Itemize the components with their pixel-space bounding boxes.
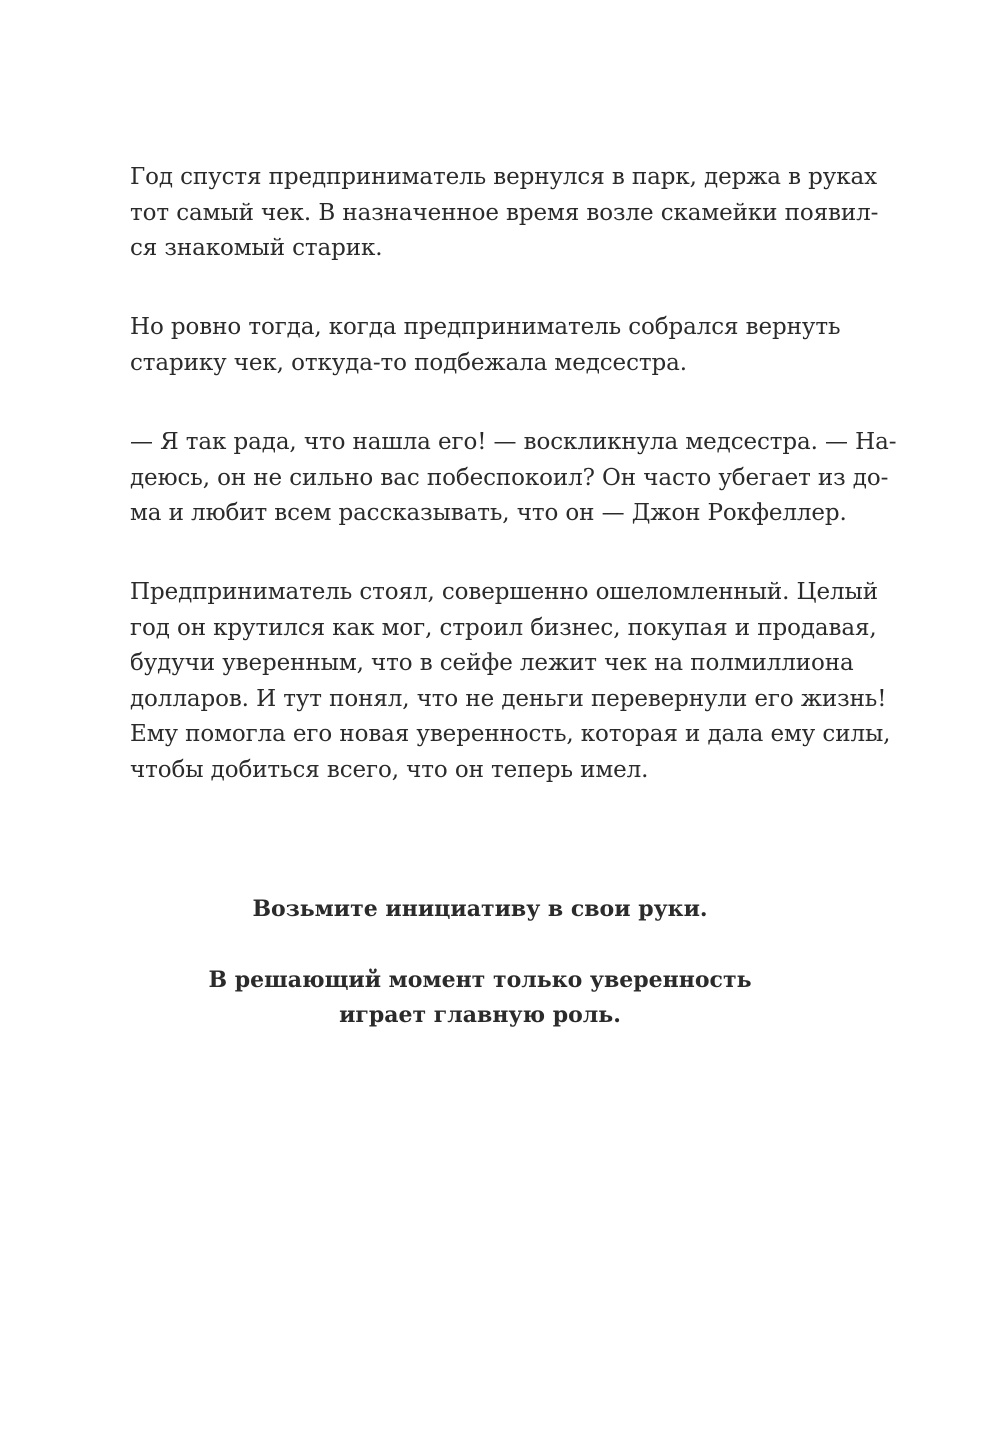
text-line: Год спустя предприниматель вернулся в парк, держа в руках (130, 164, 878, 190)
text-line: Но ровно тогда, когда предприниматель собрался вернуть (130, 314, 841, 340)
callout-line: В решающий момент только уверенность (208, 967, 752, 993)
callout-line: Возьмите инициативу в свои руки. (252, 896, 708, 922)
callout-confidence (130, 963, 830, 1033)
text-line: будучи уверенным, что в сейфе лежит чек на полмиллиона (130, 650, 854, 676)
callout-take-initiative (130, 892, 830, 927)
text-line: долларов. И тут понял, что не деньги перевернули его жизнь! (130, 685, 887, 712)
text-line: — Я так рада, что нашла его! — воскликнула медсестра. — На- (130, 429, 897, 455)
text-line: Ему помогла его новая уверенность, которая и дала ему силы, (130, 721, 891, 747)
text-line: чтобы добиться всего, что он теперь имел. (130, 756, 649, 783)
text-line: тот самый чек. В назначенное время возле скамейки появил- (130, 199, 879, 226)
text-line: старику чек, откуда-то подбежала медсестра. (130, 349, 687, 376)
paragraph-realization (130, 575, 891, 788)
text-line: ма и любит всем рассказывать, что он — Джон Рокфеллер. (130, 500, 847, 526)
paragraph-nurse-speech (130, 425, 897, 532)
paragraph-nurse-arrives (130, 310, 841, 381)
callout-line: играет главную роль. (339, 1002, 621, 1028)
paragraph-return-to-park (130, 160, 879, 267)
text-line: ся знакомый старик. (130, 235, 383, 261)
text-line: год он крутился как мог, строил бизнес, покупая и продавая, (130, 614, 877, 641)
text-line: Предприниматель стоял, совершенно ошеломленный. Целый (130, 579, 878, 605)
text-line: деюсь, он не сильно вас побеспокоил? Он часто убегает из до- (130, 464, 889, 491)
